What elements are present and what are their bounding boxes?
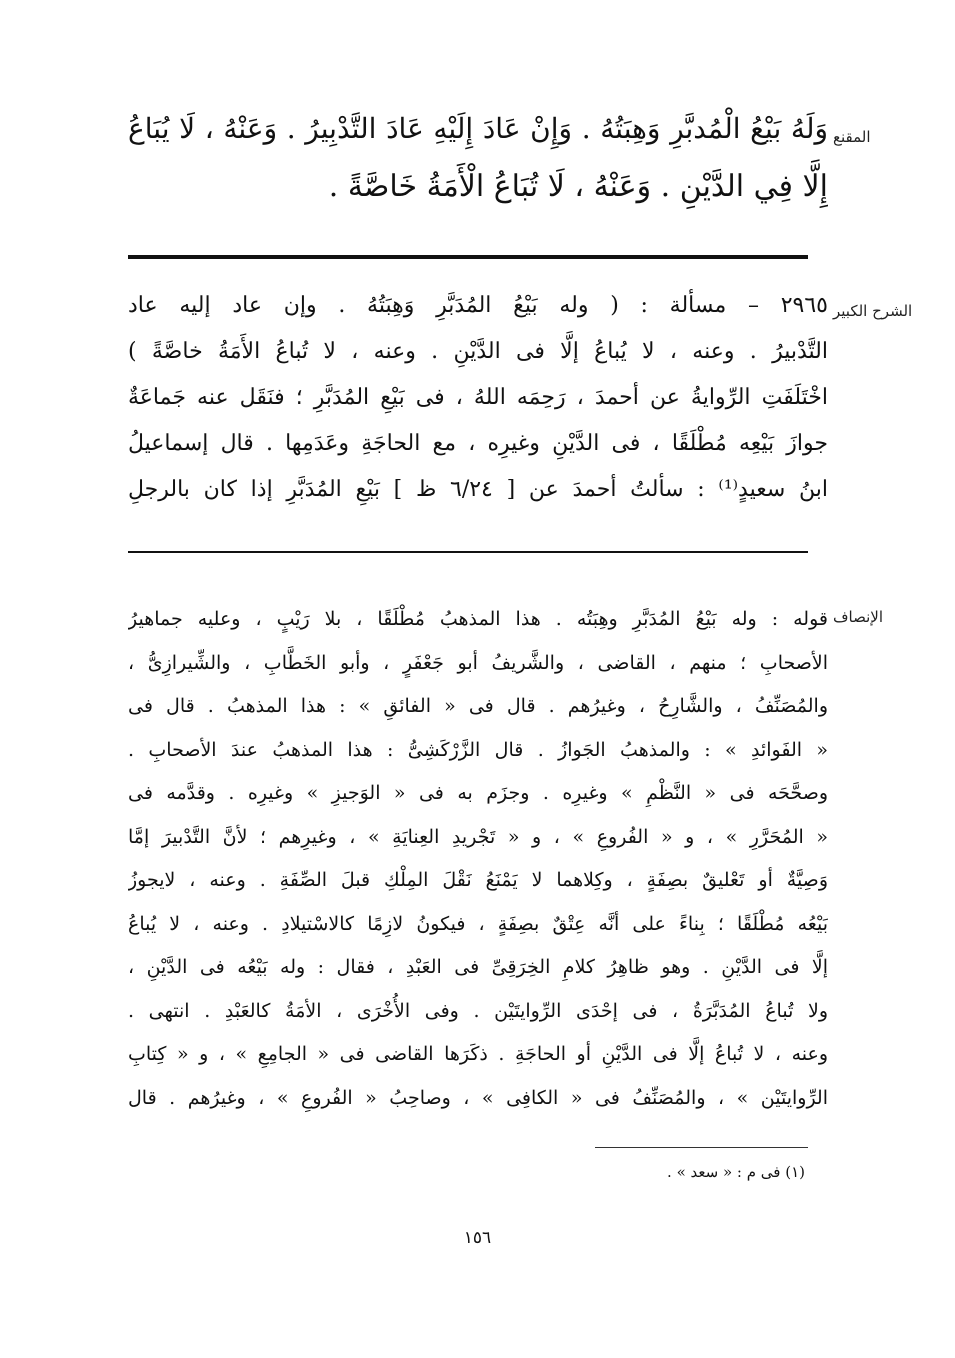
muqni-line: إِلَّا فِي الدَّيْنِ . وَعَنْهُ ، لَا تُبَاعُ الْأَمَةُ خَاصَّةً . (328, 169, 828, 204)
insaf-line: وصحَّحَه فى « النَّظْمِ » وغيرِه . وجزَم به فى « الوَجيزِ » وغيرِه . وقدَّمه فى (128, 782, 828, 804)
footnote: (١) فى م : « سعد » . (667, 1163, 805, 1181)
insaf-line: والمُصَنِّفُ ، والشَّارِحُ ، وغيرُهم . قال فى « الفائقِ » : هذا المذهبُ . قال فى (128, 695, 828, 717)
insaf-line: بَيْعُه مُطْلَقًا ؛ بِناءً على أنَّه عِتْقٌ بصِفَةٍ ، فيكونُ لازِمًا كالاسْتيلادِ . وعنه ، لا يُباعُ (128, 912, 828, 935)
sharh-line: جوازَ بَيْعِه مُطْلَقًا ، فى الدَّيْنِ وغيرِه ، مع الحاجَةِ وعَدَمِها . قال إسماعيلُ (128, 431, 828, 456)
sharh-line: ٢٩٦٥ – مسألة : ( وله بَيْعُ المُدَبَّرِ وَهِبَتُهُ . وإن عاد إليه عاد (128, 293, 828, 318)
insaf-line: ولا تُباعُ المُدَبَّرَةُ ، فى إحْدَى الرِّوايتَيْن . وفى الأُخْرَى ، الأمَةُ كالعَبْدِ . انتهى . (128, 999, 828, 1022)
section-divider-thick (128, 255, 808, 259)
sharh-line: اخْتَلَفَتِ الرِّوايةُ عن أحمدَ ، رَحِمَه اللهُ ، فى بَيْعِ المُدَبَّرِ ؛ فنَقَل عنه جَماعَةٌ (128, 385, 828, 410)
sharh-text (128, 283, 828, 513)
sharh-line: التَّدْبيرُ . وعنه ، لا يُباعُ إلَّا فى الدَّيْنِ . وعنه ، لا تُباعُ الأَمَةُ خاصَّةً ) (128, 339, 828, 364)
muqni-line: وَلَهُ بَيْعُ الْمُدبَّرِ وَهِبَتُهُ . وَإِنْ عَادَ إِلَيْهِ عَادَ التَّدْبِيرُ . وَعَنْهُ ، لَا يُبَاعُ (128, 112, 828, 145)
insaf-line: « المُحَرَّرِ » ، و « الفُروعِ » ، و « تَجْريدِ العِنايَةِ » ، وغيرِهم ؛ لأنَّ التَّدْبيرَ إمَّا (128, 825, 828, 848)
sharh-line: ابنُ سعيدٍ⁽¹⁾ : سألتُ أحمدَ عن [ ٦/٢٤ ظ ] بَيْعِ المُدَبَّرِ إذا كان بالرجلِ (128, 477, 828, 502)
section-divider-thin (128, 551, 808, 553)
page-number: ١٥٦ (463, 1228, 492, 1248)
insaf-text (128, 598, 828, 1120)
insaf-line: قوله : وله بَيْعُ المُدَبَّرِ وهِبَتُه . هذا المذهبُ مُطْلَقًا ، بلا رَيْبٍ ، وعليه جماهيرُ (128, 608, 828, 630)
insaf-line: « الفَوائدِ » : والمذهبُ الجَوازُ . قال الزَّرْكَشِىُّ : هذا المذهبُ عندَ الأصحابِ . (128, 738, 828, 761)
insaf-line: وَصِيَّةٌ أو تَعْليقٌ بصِفَةٍ ، وكِلاهما لا يَمْنَعُ نَقْلَ المِلْكِ قبلَ الصِّفَةِ . وعنه ، لايجوزُ (128, 869, 828, 891)
section-label-muqni: المقنع (833, 128, 871, 146)
footnote-divider (595, 1147, 808, 1148)
insaf-line: الأصحابِ ؛ منهم ، القاضى ، والشَّريفُ أبو جَعْفَرٍ ، وأبو الخَطَّابِ ، والشِّيرازِىُّ ، (128, 651, 828, 674)
section-label-insaf: الإنصاف (833, 608, 884, 626)
section-label-sharh: الشرح الكبير (833, 302, 913, 320)
insaf-line: وعنه ، لا تُباعُ إلَّا فى الدَّيْنِ أو الحاجَةِ . ذكَرَها القاضى فى « الجامِعِ » ، و « كِتابِ (128, 1043, 828, 1065)
muqni-text (128, 100, 828, 216)
insaf-line: إلَّا فى الدَّيْنِ . وهو ظاهِرُ كلامِ الخِرَقِىِّ فى العَبْدِ ، فقال : وله بَيْعُه فى الدَّيْنِ ، (128, 956, 828, 978)
insaf-line: الرِّوايتَيْن » ، والمُصَنِّفُ فى « الكافِى » ، وصاحِبُ « الفُروعِ » ، وغيرُهم . قال (128, 1086, 828, 1109)
